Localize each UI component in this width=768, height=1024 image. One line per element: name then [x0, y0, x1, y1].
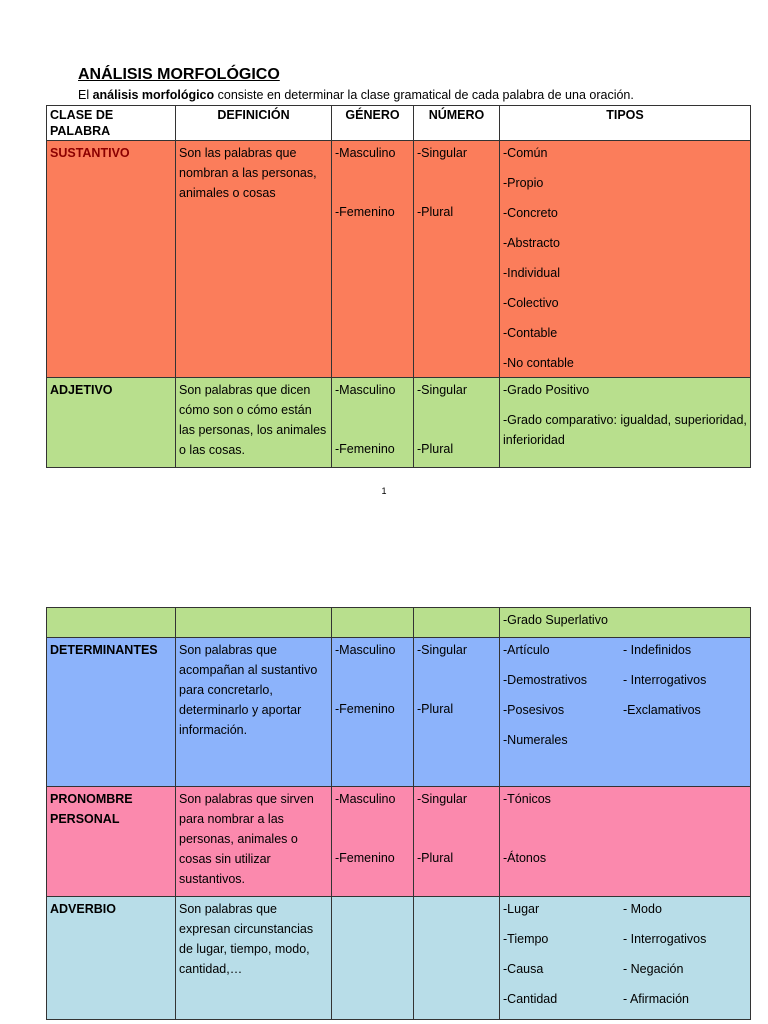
- clase-adverbio: [47, 897, 176, 1020]
- clase-pronombre: [47, 787, 176, 897]
- numero-plural: -Plural: [417, 205, 454, 219]
- genero-masculino: -Masculino: [335, 643, 396, 657]
- tipo-pair: [503, 929, 747, 949]
- page-title: ANÁLISIS MORFOLÓGICO: [78, 66, 280, 83]
- header-numero: NÚMERO: [414, 106, 500, 141]
- numero-singular: -Singular: [417, 146, 468, 160]
- clase-sustantivo: [47, 141, 176, 378]
- row-pronombre-personal: [47, 787, 751, 897]
- numero-pronombre: [414, 787, 500, 897]
- tipo-pair: [503, 989, 747, 1009]
- tipo-pair: [503, 959, 747, 979]
- header-definicion: DEFINICIÓN: [176, 106, 332, 141]
- tipos-determinantes: [500, 638, 751, 787]
- clase-label: DETERMINANTES: [50, 643, 158, 657]
- tipos-adjetivo-continued: [500, 608, 751, 638]
- definicion-determinantes: Son palabras que acompañan al sustantivo para concretarlo, determinarlo y aportar información.: [176, 638, 332, 787]
- intro-paragraph: [78, 88, 634, 102]
- clase-label: ADJETIVO: [50, 383, 113, 397]
- genero-femenino: -Femenino: [335, 442, 395, 456]
- numero-plural: -Plural: [417, 851, 454, 865]
- tipo-item: -Contable: [503, 326, 558, 340]
- genero-masculino: -Masculino: [335, 792, 396, 806]
- tipo-pair: [503, 730, 747, 750]
- tipo-item: -Tiempo: [503, 932, 549, 946]
- tipo-pair: [503, 640, 747, 660]
- numero-singular: -Singular: [417, 383, 468, 397]
- tipo-item: -Cantidad: [503, 992, 558, 1006]
- numero-adverbio: [414, 897, 500, 1020]
- intro-before: El: [78, 88, 93, 102]
- genero-adjetivo: [332, 378, 414, 468]
- tipo-pair: [503, 670, 747, 690]
- tipo-item: - Interrogativos: [623, 673, 707, 687]
- row-determinantes: [47, 638, 751, 787]
- header-clase: CLASE DE PALABRA: [47, 106, 176, 141]
- numero-singular: -Singular: [417, 792, 468, 806]
- tipo-item: - Interrogativos: [623, 932, 707, 946]
- clase-determinantes: [47, 638, 176, 787]
- tipo-item: -No contable: [503, 356, 574, 370]
- tipo-item: - Negación: [623, 962, 684, 976]
- tipo-item: -Abstracto: [503, 236, 560, 250]
- empty-cell: [47, 608, 176, 638]
- tipo-item: -Grado Positivo: [503, 383, 590, 397]
- genero-femenino: -Femenino: [335, 702, 395, 716]
- numero-sustantivo: [414, 141, 500, 378]
- empty-cell: [332, 608, 414, 638]
- empty-cell: [414, 608, 500, 638]
- tipo-item: -Exclamativos: [623, 703, 701, 717]
- genero-masculino: -Masculino: [335, 146, 396, 160]
- tipo-item: -Numerales: [503, 733, 568, 747]
- clase-adjetivo: [47, 378, 176, 468]
- clase-label: SUSTANTIVO: [50, 146, 130, 160]
- genero-masculino: -Masculino: [335, 383, 396, 397]
- header-genero: GÉNERO: [332, 106, 414, 141]
- clase-label: PRONOMBRE PERSONAL: [50, 792, 133, 826]
- header-tipos: TIPOS: [500, 106, 751, 141]
- tipos-adjetivo: [500, 378, 751, 468]
- table-header-row: [47, 106, 751, 141]
- definicion-sustantivo: Son las palabras que nombran a las personas, animales o cosas: [176, 141, 332, 378]
- row-adverbio: [47, 897, 751, 1020]
- row-sustantivo: [47, 141, 751, 378]
- morphology-table-page-1: [46, 105, 751, 468]
- tipo-item: -Lugar: [503, 902, 540, 916]
- definicion-adverbio: Son palabras que expresan circunstancias de lugar, tiempo, modo, cantidad,…: [176, 897, 332, 1020]
- numero-adjetivo: [414, 378, 500, 468]
- numero-plural: -Plural: [417, 702, 454, 716]
- tipo-pair: [503, 899, 747, 919]
- numero-plural: -Plural: [417, 442, 454, 456]
- tipo-item: -Demostrativos: [503, 673, 588, 687]
- tipo-item: -Átonos: [503, 851, 547, 865]
- genero-femenino: -Femenino: [335, 851, 395, 865]
- tipo-item: - Indefinidos: [623, 643, 692, 657]
- genero-femenino: -Femenino: [335, 205, 395, 219]
- tipo-item: -Grado comparativo: igualdad, superioridad, inferioridad: [503, 413, 747, 447]
- tipo-item: - Modo: [623, 902, 662, 916]
- morphology-table-page-2: [46, 607, 751, 1020]
- tipos-sustantivo: [500, 141, 751, 378]
- tipo-item: -Artículo: [503, 643, 550, 657]
- genero-adverbio: [332, 897, 414, 1020]
- tipo-item: -Propio: [503, 176, 544, 190]
- tipos-adverbio: [500, 897, 751, 1020]
- definicion-adjetivo: Son palabras que dicen cómo son o cómo están las personas, los animales o las cosas.: [176, 378, 332, 468]
- tipo-pair: [503, 700, 747, 720]
- intro-after: consiste en determinar la clase gramatical de cada palabra de una oración.: [214, 88, 634, 102]
- intro-bold-term: análisis morfológico: [92, 88, 215, 102]
- genero-determinantes: [332, 638, 414, 787]
- tipo-item: -Tónicos: [503, 792, 551, 806]
- row-adjetivo: [47, 378, 751, 468]
- tipo-item: -Individual: [503, 266, 560, 280]
- empty-cell: [176, 608, 332, 638]
- definicion-pronombre: Son palabras que sirven para nombrar a las personas, animales o cosas sin utilizar sustantivos.: [176, 787, 332, 897]
- genero-sustantivo: [332, 141, 414, 378]
- tipo-item: -Colectivo: [503, 296, 559, 310]
- tipo-item: -Causa: [503, 962, 544, 976]
- numero-determinantes: [414, 638, 500, 787]
- clase-label: ADVERBIO: [50, 902, 116, 916]
- row-adjetivo-continued: [47, 608, 751, 638]
- numero-singular: -Singular: [417, 643, 468, 657]
- tipo-item: -Común: [503, 146, 548, 160]
- tipos-pronombre: [500, 787, 751, 897]
- tipo-item: -Posesivos: [503, 703, 565, 717]
- page-number: 1: [381, 486, 387, 496]
- tipo-item: -Grado Superlativo: [503, 613, 608, 627]
- genero-pronombre: [332, 787, 414, 897]
- tipo-item: - Afirmación: [623, 992, 689, 1006]
- tipo-item: -Concreto: [503, 206, 558, 220]
